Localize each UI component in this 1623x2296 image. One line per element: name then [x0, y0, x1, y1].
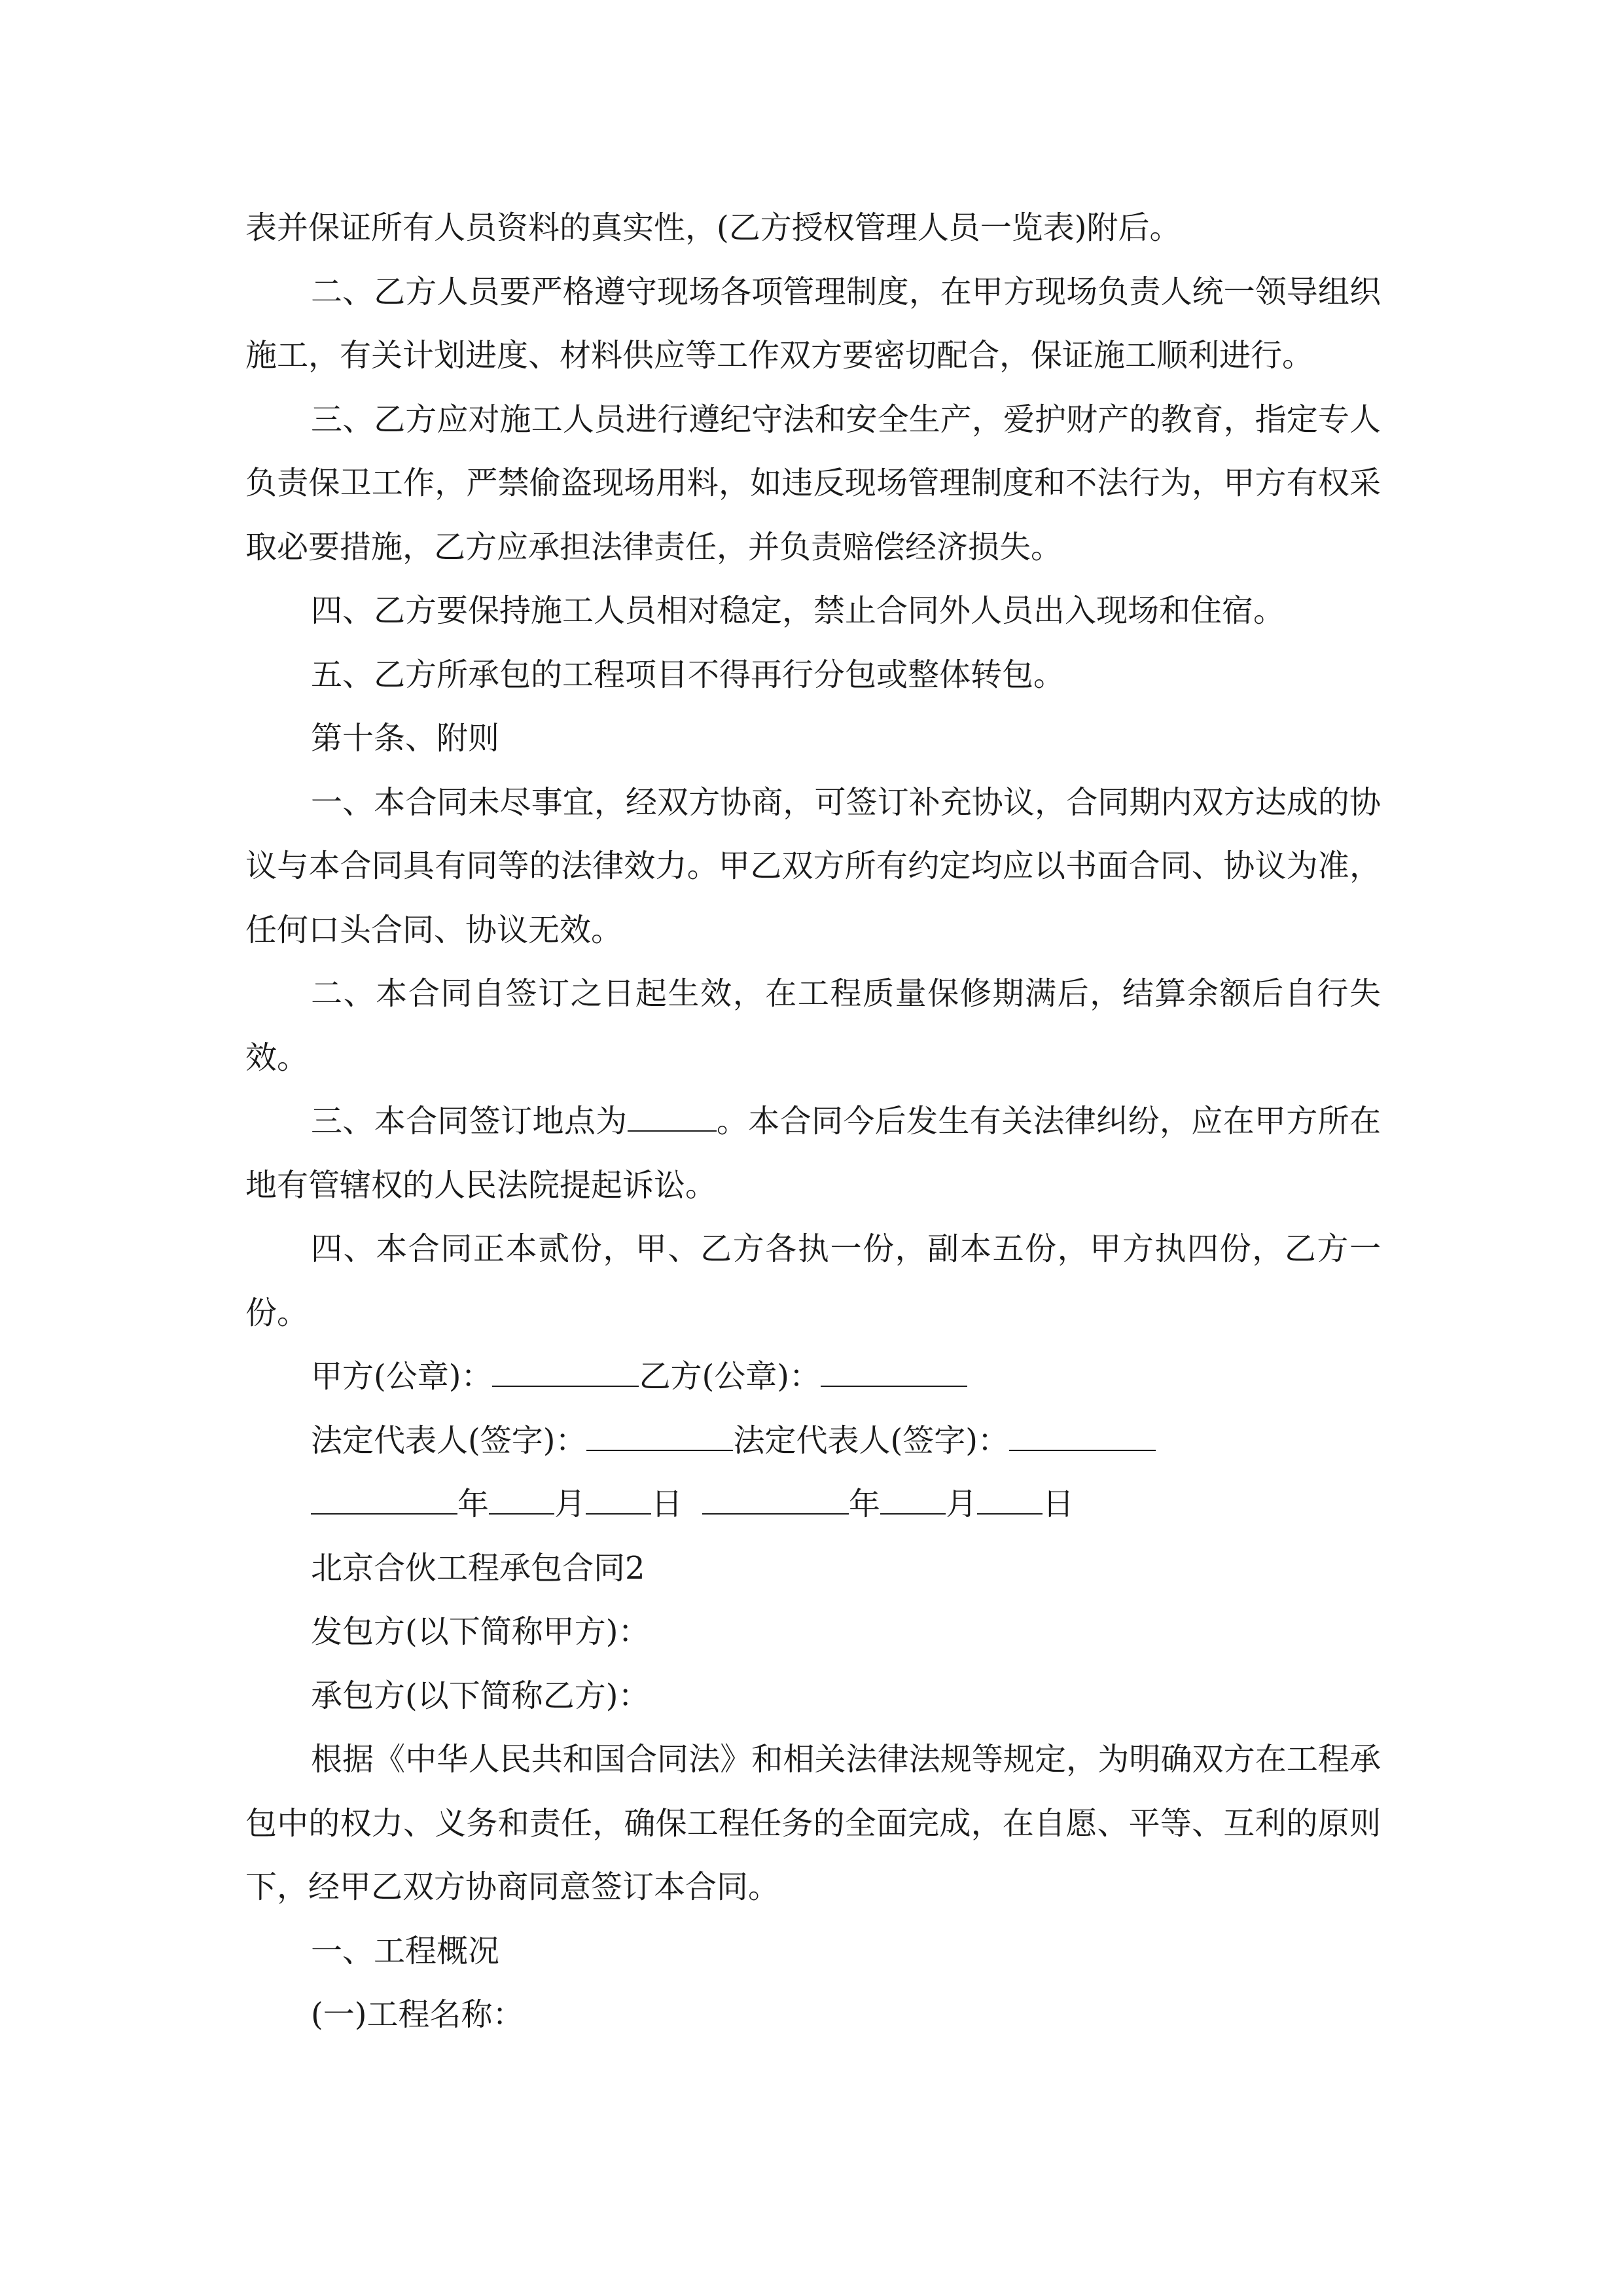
- paragraph: 发包方(以下简称甲方)：: [311, 1613, 650, 1650]
- paragraph: 表并保证所有人员资料的真实性，(乙方授权管理人员一览表)附后。: [245, 209, 1181, 246]
- rep-a-blank: [586, 1424, 733, 1451]
- date-a-day-blank: [586, 1487, 651, 1515]
- paragraph: 二、乙方人员要严格遵守现场各项管理制度，在甲方现场负责人统一领导组织施工，有关计划进度、材料供应等工作双方要密切配合，保证施工顺利进行。: [245, 273, 1381, 374]
- date-a-month-blank: [489, 1487, 554, 1515]
- paragraph: 五、乙方所承包的工程项目不得再行分包或整体转包。: [311, 656, 1065, 693]
- day-label: 日: [651, 1486, 683, 1522]
- signing-place-blank: [628, 1104, 717, 1132]
- signature-date-line: [245, 1473, 1381, 1537]
- party-b-seal-label: 乙方(公章)：: [639, 1358, 821, 1395]
- paragraph: 二、本合同自签订之日起生效，在工程质量保修期满后，结算余额后自行失效。: [245, 975, 1381, 1076]
- document-page: [245, 196, 1381, 2047]
- year-label: 年: [849, 1486, 881, 1522]
- section-heading: 第十条、附则: [311, 720, 500, 757]
- paragraph: 四、本合同正本贰份，甲、乙方各执一份，副本五份，甲方执四份，乙方一份。: [245, 1230, 1381, 1331]
- party-a-seal-label: 甲方(公章)：: [311, 1358, 493, 1395]
- date-b-year-blank: [702, 1487, 849, 1515]
- month-label: 月: [946, 1486, 978, 1522]
- paragraph: 承包方(以下简称乙方)：: [311, 1677, 650, 1714]
- paragraph: 一、本合同未尽事宜，经双方协商，可签订补充协议，合同期内双方达成的协议与本合同具有同等的法律效力。甲乙双方所有约定均应以书面合同、协议为准，任何口头合同、协议无效。: [245, 783, 1381, 948]
- party-b-seal-blank: [821, 1359, 967, 1387]
- date-b-month-blank: [880, 1487, 946, 1515]
- date-a-year-blank: [311, 1487, 457, 1515]
- rep-b-label: 法定代表人(签字)：: [733, 1422, 1009, 1459]
- clause-text: 三、本合同签订地点为: [311, 1103, 628, 1139]
- signature-rep-line: [245, 1409, 1381, 1473]
- rep-a-label: 法定代表人(签字)：: [311, 1422, 587, 1459]
- day-label: 日: [1043, 1486, 1075, 1522]
- signature-seal-line: [245, 1345, 1381, 1409]
- section-heading: 一、工程概况: [311, 1932, 500, 1969]
- contract-title: 北京合伙工程承包合同2: [311, 1549, 645, 1587]
- party-a-seal-blank: [492, 1359, 639, 1387]
- clause-text: 。本合同今后发生有关法律纠纷，应在甲方所在地有管辖权的人民法院提起诉讼。: [245, 1103, 1381, 1204]
- paragraph: (一)工程名称：: [311, 1996, 524, 2033]
- paragraph: 根据《中华人民共和国合同法》和相关法律法规等规定，为明确双方在工程承包中的权力、义务和责任，确保工程任务的全面完成，在自愿、平等、互利的原则下，经甲乙双方协商同意签订本合同。: [245, 1741, 1381, 1905]
- date-b-day-blank: [977, 1487, 1043, 1515]
- paragraph: 四、乙方要保持施工人员相对稳定，禁止合同外人员出入现场和住宿。: [311, 592, 1285, 629]
- paragraph: [245, 1090, 1381, 1217]
- year-label: 年: [457, 1486, 490, 1522]
- paragraph: 三、乙方应对施工人员进行遵纪守法和安全生产，爱护财产的教育，指定专人负责保卫工作，严禁偷盗现场用料，如违反现场管理制度和不法行为，甲方有权采取必要措施，乙方应承担法律责任，并负责赔偿经济损失。: [245, 401, 1381, 565]
- rep-b-blank: [1009, 1424, 1156, 1451]
- month-label: 月: [554, 1486, 586, 1522]
